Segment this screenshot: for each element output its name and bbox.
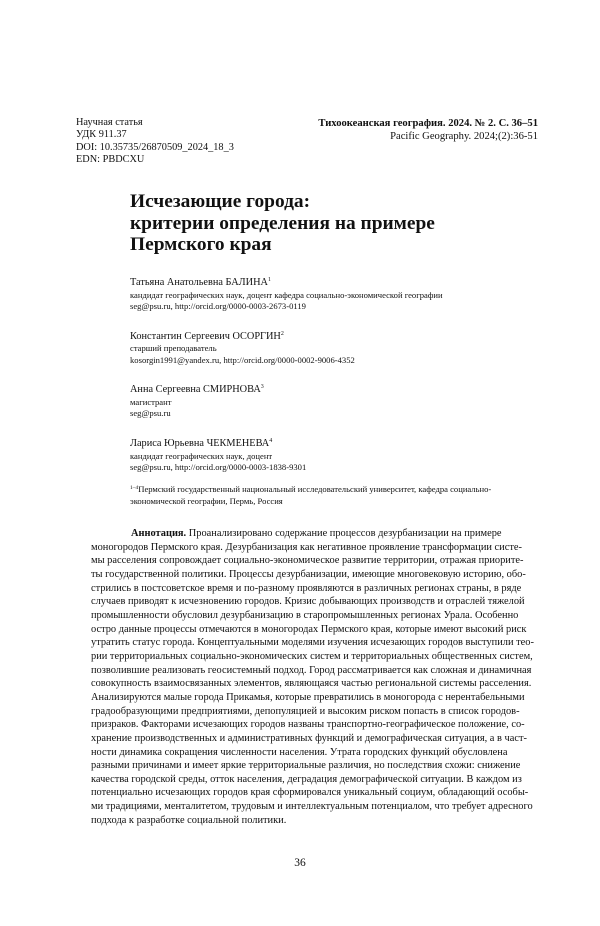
title-line: Исчезающие города:: [130, 191, 311, 212]
journal-citation-en: Pacific Geography. 2024;(2):36-51: [390, 131, 538, 142]
author-contact: seg@psu.ru, http://orcid.org/0000-0003-1838-9301: [130, 462, 307, 473]
article-type: Научная статья: [76, 117, 143, 128]
abstract-line: разными причинами и имеет яркие территориальные различия, но последствия схожи: снижение: [91, 760, 521, 772]
author-name: Анна Сергеевна СМИРНОВА: [130, 384, 261, 396]
abstract-line: промышленности обусловил дезурбанизацию в старопромышленных регионах Урала. Особенно: [91, 609, 519, 621]
author-affiliation-mark: 1: [267, 277, 271, 283]
author-position: кандидат географических наук, доцент: [130, 450, 273, 461]
abstract-line: ми традициями, менталитетом, трудовым и интеллектуальным потенциалом, что требует адресного: [91, 801, 533, 813]
abstract-line: Анализируются малые города Прикамья, которые превратились в моногорода с нерентабельными: [91, 691, 525, 703]
article-title: [130, 191, 550, 256]
author-affiliation-mark: 3: [260, 384, 264, 391]
author-block: [130, 435, 560, 474]
abstract-line: потенциально исчезающих городов края сформировался уникальный социум, обладающий особы-: [91, 787, 529, 799]
author-position: магистрант: [130, 396, 172, 407]
abstract-line: случаев приводят к исчезновению городов. Кризис добывающих производств и отраслей тяжелой: [91, 596, 525, 608]
title-line: Пермского края: [130, 234, 272, 255]
abstract-line: остро данные процессы отмечаются в моногородах Пермского края, которые имеют высокий риск: [91, 623, 527, 635]
author-block: [130, 274, 560, 313]
page-number: 36: [294, 857, 306, 869]
affiliation-line: Пермский государственный национальный исследовательский университет, кафедра социально-: [138, 484, 492, 494]
abstract-line: качества городской среды, отток населения, деградация демографической ситуации. В каждом из: [91, 773, 522, 785]
abstract-line: рии территориальных социально-экономических систем и территориальных общественных систем,: [91, 650, 533, 662]
udc-code: УДК 911.37: [76, 129, 127, 141]
abstract-line: хранение производственных и административных функций и демографическая ситуация, а в част-: [91, 732, 527, 744]
abstract-line: подхода к разработке социальной политики.: [91, 814, 287, 826]
affiliation-line: экономической географии, Пермь, Россия: [130, 495, 283, 506]
journal-citation-ru: Тихоокеанская география. 2024. № 2. С. 36–51: [318, 118, 538, 129]
article-meta: [76, 117, 234, 166]
author-affiliation-mark: 4: [269, 438, 273, 445]
abstract-line: моногородов Пермского края. Дезурбанизация как негативное проявление трансформации систе-: [91, 541, 522, 553]
author-contact: kosorgin1991@yandex.ru, http://orcid.org/0000-0002-9006-4352: [130, 354, 355, 365]
affiliation-mark: 1–4: [130, 485, 139, 491]
journal-citation: [318, 117, 538, 143]
abstract-line: мы расселения сопровождает социально-экономическое развитие территории, отражая приорите-: [91, 555, 524, 567]
author-contact: seg@psu.ru: [130, 408, 171, 419]
author-name: Татьяна Анатольевна БАЛИНА: [130, 277, 268, 288]
author-name: Лариса Юрьевна ЧЕКМЕНЕВА: [130, 438, 270, 450]
title-line: критерии определения на примере: [130, 212, 435, 234]
doi: DOI: 10.35735/26870509_2024_18_3: [76, 141, 234, 153]
author-block: [130, 381, 560, 420]
abstract-line: ты государственной политики. Процессы дезурбанизации, имеющие многовековую историю, обо-: [91, 568, 526, 580]
author-contact: seg@psu.ru, http://orcid.org/0000-0003-2673-0119: [130, 301, 306, 312]
edn: EDN: PBDCXU: [76, 153, 145, 165]
abstract: [91, 527, 550, 827]
abstract-line: стрились в постсоветское время и по-разному проявляются в различных регионах страны, в ряде: [91, 582, 522, 594]
author-position: кандидат географических наук, доцент кафедра социально-экономической географии: [130, 289, 443, 300]
author-affiliation-mark: 2: [280, 330, 284, 337]
abstract-line: градообразующими предприятиями, депопуляцией и высоким риском попасть в список городов-: [91, 705, 520, 717]
abstract-line: призраков. Факторами исчезающих городов названы транспортно-географическое положение, со-: [91, 719, 525, 731]
author-list: [130, 274, 560, 489]
affiliation: [130, 483, 550, 508]
abstract-line: совокупность взаимосвязанных элементов, являющаяся частью региональной системы расселения.: [91, 678, 532, 690]
abstract-line: утратить статус города. Концептуальными моделями изучения исчезающих городов выступили тео-: [91, 637, 534, 649]
abstract-line: Проанализировано содержание процессов дезурбанизации на примере: [188, 528, 502, 539]
abstract-line: ности динамика сокращения численности населения. Утрата городских функций обусловлена: [91, 746, 508, 758]
abstract-label: Аннотация.: [131, 528, 187, 539]
abstract-line: позволившие реализовать геосистемный подход. Город рассматривается как сложная и динамичная: [91, 664, 532, 676]
author-name: Константин Сергеевич ОСОРГИН: [130, 330, 281, 342]
author-position: старший преподаватель: [130, 343, 217, 354]
author-block: [130, 328, 560, 367]
